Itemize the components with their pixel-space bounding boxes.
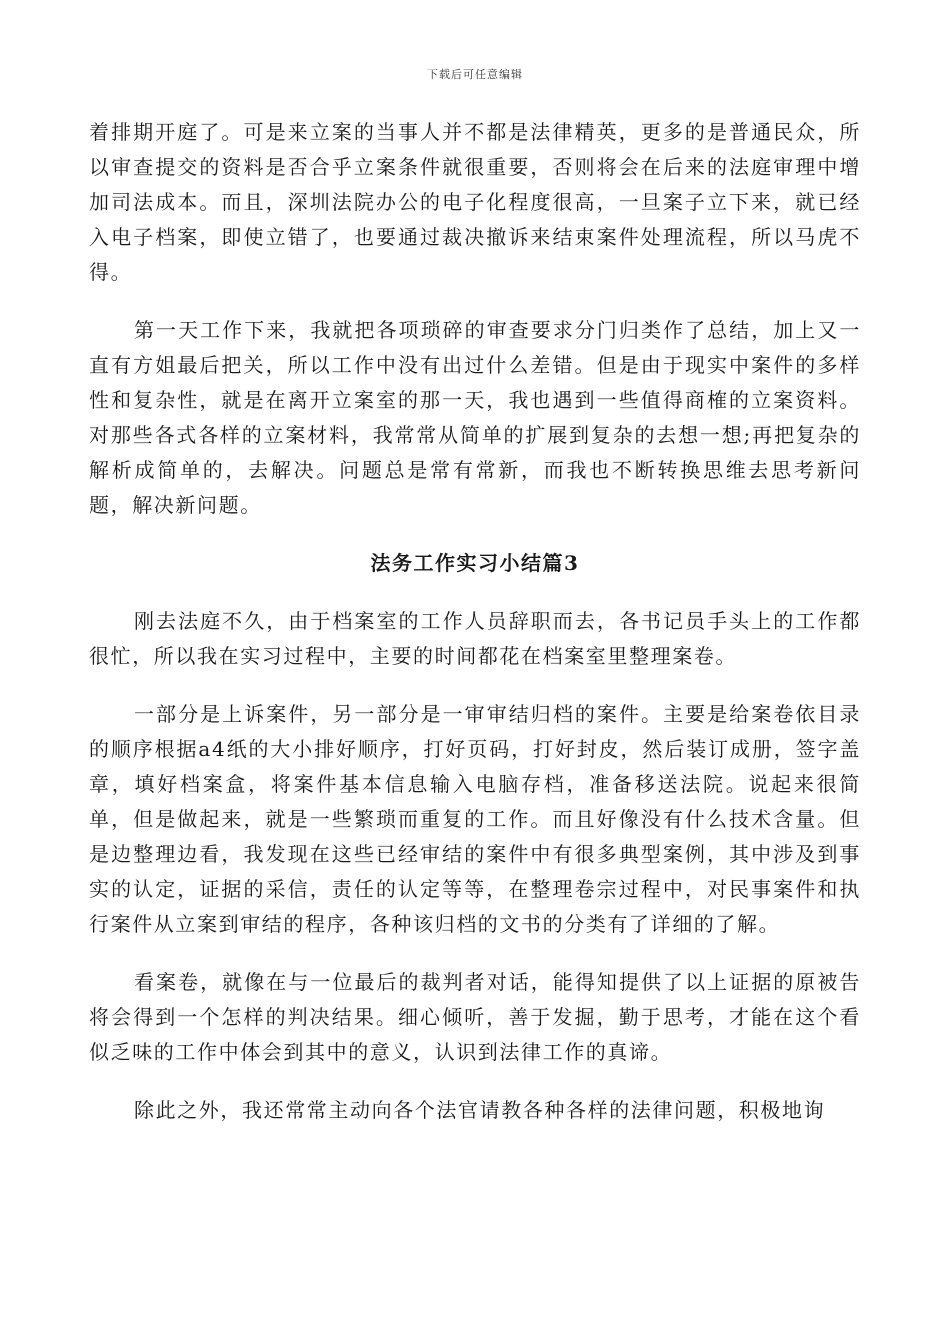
- document-body: [89, 115, 861, 1128]
- paragraph-gap: [89, 1070, 861, 1093]
- paragraph: 一部分是上诉案件，另一部分是一审审结归档的案件。主要是给案卷依目录的顺序根据a4纸的大小排好顺序，打好页码，打好封皮，然后装订成册，签字盖章，填好档案盒，将案件基本信息输入电脑存档，准备移送法院。说起来很简单，但是做起来，就是一些繁琐而重复的工作。而且好像没有什么技术含量。但是边整理边看，我发现在这些已经审结的案件中有很多典型案例，其中涉及到事实的认定，证据的采信，责任的认定等等，在整理卷宗过程中，对民事案件和执行案件从立案到审结的程序，各种该归档的文书的分类有了详细的了解。: [89, 702, 861, 936]
- paragraph: 刚去法庭不久，由于档案室的工作人员辞职而去，各书记员手头上的工作都很忙，所以我在实习过程中，主要的时间都花在档案室里整理案卷。: [89, 609, 861, 668]
- section-title: 法务工作实习小结篇3: [370, 551, 580, 575]
- paragraph-gap: [89, 290, 861, 313]
- paragraph-gap: [89, 523, 861, 546]
- page-header: 下载后可任意编辑: [427, 68, 523, 81]
- paragraph-gap: [89, 581, 861, 604]
- paragraph-gap: [89, 942, 861, 965]
- paragraph: 第一天工作下来，我就把各项琐碎的审查要求分门归类作了总结，加上又一直有方姐最后把关，所以工作中没有出过什么差错。但是由于现实中案件的多样性和复杂性，就是在离开立案室的那一天，我也遇到一些值得商榷的立案资料。对那些各式各样的立案材料，我常常从简单的扩展到复杂的去想一想;再把复杂的解析成简单的，去解决。问题总是常有常新，而我也不断转换思维去思考新问题，解决新问题。: [89, 318, 861, 517]
- paragraph-gap: [89, 674, 861, 697]
- paragraph: 着排期开庭了。可是来立案的当事人并不都是法律精英，更多的是普通民众，所以审查提交的资料是否合乎立案条件就很重要，否则将会在后来的法庭审理中增加司法成本。而且，深圳法院办公的电子化程度很高，一旦案子立下来，就已经入电子档案，即使立错了，也要通过裁决撤诉来结束案件处理流程，所以马虎不得。: [89, 120, 861, 284]
- paragraph: 除此之外，我还常常主动向各个法官请教各种各样的法律问题，积极地询: [134, 1098, 826, 1122]
- paragraph: 看案卷，就像在与一位最后的裁判者对话，能得知提供了以上证据的原被告将会得到一个怎样的判决结果。细心倾听，善于发掘，勤于思考，才能在这个看似乏味的工作中体会到其中的意义，认识到法律工作的真谛。: [89, 970, 861, 1064]
